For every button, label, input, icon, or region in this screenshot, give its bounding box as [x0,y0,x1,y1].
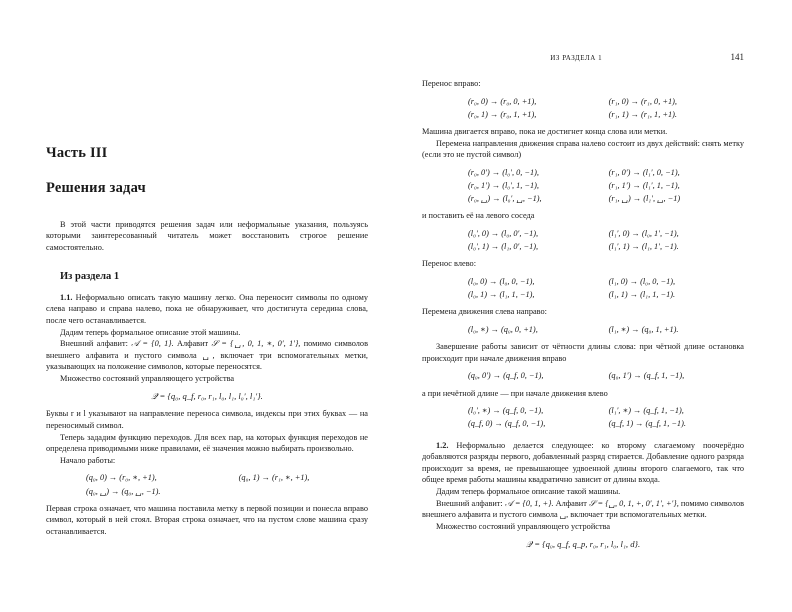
turn-left-to-right-heading: Перемена движения слева направо: [422,307,547,317]
alphabet-mid-2: Алфавит [553,498,589,508]
states-intro-2: Множество состояний управляющего устройства [436,521,611,531]
place-rules [422,227,744,253]
right-shift-heading: Перенос вправо: [422,79,481,88]
rule-left: (q₀, 0′) → (q_f, 0, −1), [468,371,544,381]
rule-row [422,179,744,192]
state-set-formula: 𝒬 = {q₀, q_f, r₀, r₁, l₀, l₁, l₀′, l₁′}. [151,391,263,402]
rule-left: (l₀′, 0) → (l₀, 0′, −1), [468,228,539,238]
running-head-title: ИЗ РАЗДЕЛА 1 [550,54,603,62]
rule-right: (r₁, 1) → (r₁, 1, +1). [608,109,677,119]
rule-row [422,404,744,417]
rule-right: (r₁, 0) → (r₁, 0, +1), [608,96,677,106]
rule-row [422,227,744,240]
alphabet-A-2: 𝒜 = {0, 1, +}. [504,498,554,508]
rule-left: (l₀, 1) → (l₁, 1, −1), [468,290,535,300]
formal-desc-intro: Дадим теперь формальное описание этой машины. [60,327,241,337]
odd-length-rules [422,404,744,430]
rule-row [422,275,744,288]
direction-change-text: Перемена направления движения справа налево состоит из двух действий: снять метку (если это не пустой символ) [422,138,745,160]
alphabet-paragraph [46,338,368,373]
section-heading: Из раздела 1 [60,270,120,282]
alphabet-prefix-2: Внешний алфавит: [436,498,505,508]
rule-right [217,485,368,498]
alphabet-prefix: Внешний алфавит: [60,339,132,349]
rule-left: (l₀′, 1) → (l₁, 0′, −1), [468,242,539,252]
rule-row [422,369,744,382]
letters-explanation: Буквы r и l указывают на направление переноса символа, индексы при этих буквах — на переносимый символ. [46,409,368,431]
alphabet-A: 𝒜 = {0, 1}. [131,339,174,349]
alphabet-S: 𝒮 = {␣, 0, 1, ∗, 0′, 1′}, [211,339,301,349]
rule-row [422,417,744,430]
problem-1-1-paragraph [46,292,368,327]
part-subtitle: Решения задач [46,179,146,196]
alphabet-S-2: 𝒮 = {␣, 0, 1, +, 0′, 1′, +′}, [588,498,679,508]
formal-desc-intro-2: Дадим теперь формальное описание такой машины. [436,486,621,496]
left-page-content [46,146,368,538]
start-rules-explanation: Первая строка означает, что машина поставила метку в первой позиции и понесла вправо символ, который в ней стоял. Вторая строка означает, что на пустом слове машина сразу останавливается. [46,503,368,537]
problem-1-1-text: Неформально описать такую машину легко. Она переносит символы по одному слева направо и справа налево, пока не обнаруживает, что достигнута середина слова, после чего останавливается. [46,292,368,325]
running-head [422,52,744,62]
problem-1-2-text: Неформально делается следующее: ко второму слагаемому поочерёдно добавляются разряды первого, добавленный разряд стирается. Добавление одного разряда происходит за время, не превышающее удвоенной длины второго слагаемого, так что общее время работы машины квадратично зависит от длины входа. [422,440,744,485]
rule-right: (l₁, ∗) → (q₀, 1, +1). [608,324,679,334]
alphabet-suffix-2: помимо символов внешнего алфавита и пустого символа ␣, включает три вспомогательных метки. [422,498,745,520]
rule-left: (r₀, 1′) → (l₀′, 1, −1), [468,180,539,190]
rule-left: (l₀, 0) → (l₀, 0, −1), [468,276,535,286]
rule-row [422,240,744,253]
right-page-content [422,78,744,556]
rule-right: (l₁, 0) → (l₀, 0, −1), [608,276,676,286]
turn2-rules [422,323,744,336]
rule-right: (r₁, ␣) → (l₁′, ␣, −1) [608,194,681,204]
rule-right: (r₁, 1′) → (l₁′, 1, −1), [608,180,680,190]
rule-left: (r₀, ␣) → (l₀′, ␣, −1), [468,194,542,204]
rule-left: (l₀′, ∗) → (q_f, 0, −1), [468,406,544,416]
alphabet-suffix: помимо символов внешнего алфавита и пустого символа ␣, включает три вспомогательных метки, указывающих на положение символов, которые переносятся. [46,339,368,372]
place-mark-text: и поставить её на левого соседа [422,211,535,221]
start-rules-list [46,471,368,497]
left-shift-heading: Перенос влево: [422,259,477,269]
problem-number: 1.2. [436,440,449,450]
right-shift-rules [422,95,744,121]
left-shift-rules [422,275,744,301]
rule-row [46,471,368,484]
turn-rules [422,166,744,206]
machine-moves-right-text: Машина двигается вправо, пока не достигнет конца слова или метки. [422,127,668,136]
rule-row [422,288,744,301]
rule-row [422,95,744,108]
rule-left: (q₀, ␣) → (q₀, ␣, −1). [86,486,161,496]
rule-left: (l₀, ∗) → (q₀, 0, +1), [468,324,538,334]
rule-row [422,108,744,121]
rule-left: (q₀, 0) → (r₀, ∗, +1), [86,473,157,483]
start-of-work-label: Начало работы: [60,455,116,465]
odd-length-text: а при нечётной длине — при начале движения влево [422,388,608,398]
alphabet-paragraph-2 [422,498,744,521]
termination-text: Завершение работы зависит от чётности длины слова: при чётной длине остановка происходит при начале движения вправо [422,342,744,363]
rule-right: (q₀, 1′) → (q_f, 1, −1), [608,371,685,381]
rule-right: (r₁, 0′) → (l₁′, 0, −1), [608,167,680,177]
rule-left: (r₀, 0′) → (l₀′, 0, −1), [468,167,539,177]
page-number: 141 [730,52,744,62]
rule-row [46,485,368,498]
rule-right: (l₁′, 1) → (l₁, 1′, −1). [608,242,679,252]
rule-row [422,192,744,205]
problem-1-2-paragraph [422,440,744,486]
rule-right: (l₁′, 0) → (l₀, 1′, −1), [608,228,679,238]
part-title: Часть III [46,145,108,161]
rule-left: (q_f, 0) → (q_f, 0, −1), [468,419,546,429]
even-length-rules [422,369,744,382]
rule-left: (r₀, 0) → (r₀, 0, +1), [468,96,537,106]
intro-paragraph: В этой части приводятся решения задач или неформальные указания, пользуясь которыми заинтересованный читатель может восстановить строгое решение самостоятельно. [46,219,368,253]
state-set-formula-2: 𝒬 = {q₀, q_f, q_p, r₀, r₁, l₀, l₁, d}. [525,539,641,550]
transition-function-intro: Теперь зададим функцию переходов. Для всех пар, на которых функция переходов не определена приводимыми ниже правилами, её значения можно выбирать произвольно. [46,432,368,454]
rule-left: (r₀, 1) → (r₀, 1, +1), [468,109,537,119]
rule-right: (l₁′, ∗) → (q_f, 1, −1), [608,406,684,416]
rule-right: (l₁, 1) → (l₁, 1, −1). [608,290,676,300]
right-page [396,0,792,612]
rule-right: (q_f, 1) → (q_f, 1, −1). [608,419,686,429]
problem-number: 1.1. [60,292,73,302]
rule-row [422,166,744,179]
states-intro: Множество состояний управляющего устройства [60,373,235,383]
rule-right: (q₀, 1) → (r₁, ∗, +1), [238,473,310,483]
alphabet-mid: Алфавит [173,339,212,349]
rule-row [422,323,744,336]
